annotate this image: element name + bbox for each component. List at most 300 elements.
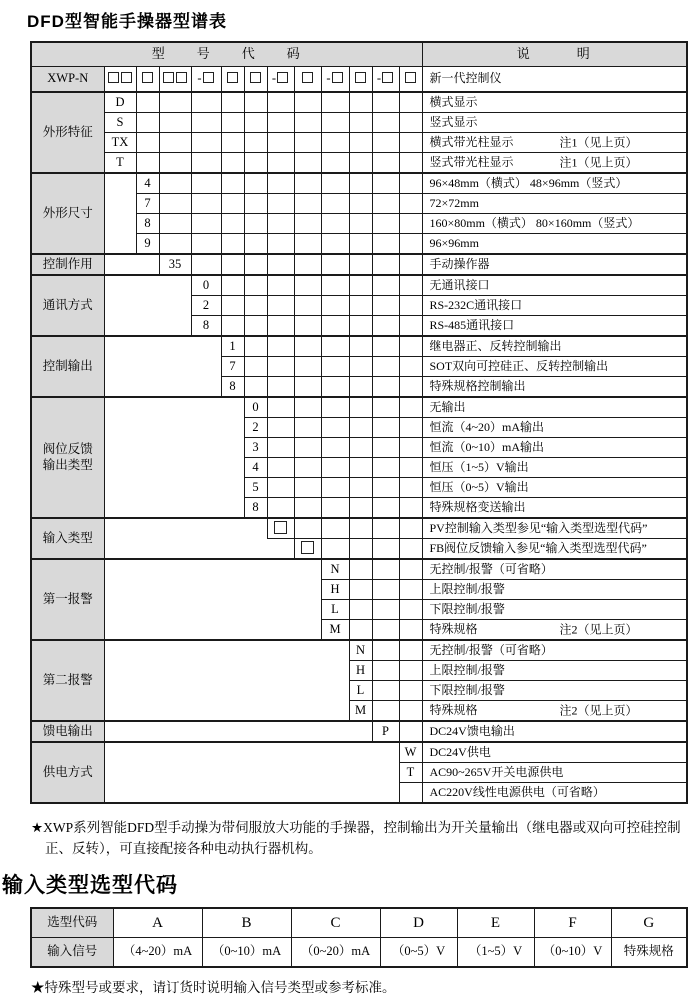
code-value-cell: TX — [104, 133, 136, 153]
section-label — [31, 254, 104, 275]
grid-cell — [136, 133, 159, 153]
grid-cell — [136, 92, 159, 113]
model-code-table — [30, 41, 688, 804]
grid-cell — [267, 133, 294, 153]
grid-cell — [349, 153, 372, 174]
grid-cell — [159, 92, 191, 113]
signal-cell: （0~20）mA — [291, 938, 380, 968]
grid-cell — [191, 173, 221, 194]
grid-cell — [349, 214, 372, 234]
code-box — [302, 72, 313, 83]
grid-cell — [267, 214, 294, 234]
code-box — [227, 72, 238, 83]
footnote-model-table: ★XWP系列智能DFD型手动操为带伺服放大功能的手操器，控制输出为开关量输出（继电器或双向可控硅控制正、反转），可直接配接各种电动执行器机构。 — [31, 820, 681, 856]
description-cell: FB阀位反馈输入参见“输入类型选型代码” — [422, 539, 687, 560]
grid-cell — [267, 397, 294, 418]
code-box-cell: - — [321, 67, 349, 93]
spacer-cell — [104, 397, 244, 518]
grid-cell — [399, 194, 422, 214]
code-letter-cell: D — [380, 908, 457, 938]
grid-cell — [321, 275, 349, 296]
code-box — [250, 72, 261, 83]
code-letter-cell: C — [291, 908, 380, 938]
grid-cell — [321, 133, 349, 153]
code-letter-cell: E — [457, 908, 534, 938]
grid-cell — [244, 254, 267, 275]
description-cell: 特殊规格变送输出 — [422, 498, 687, 519]
section-label — [31, 640, 104, 721]
grid-cell — [321, 357, 349, 377]
description-cell: 横式显示 — [422, 92, 687, 113]
code-value-cell: 4 — [244, 458, 267, 478]
grid-cell — [136, 153, 159, 174]
model-number-row — [31, 67, 687, 93]
code-box — [274, 521, 287, 534]
code-value-cell: H — [321, 580, 349, 600]
note-text: 注2（见上页） — [559, 702, 638, 717]
code-value-cell: 0 — [244, 397, 267, 418]
section-label — [31, 742, 104, 803]
grid-cell — [372, 661, 399, 681]
grid-cell — [159, 153, 191, 174]
code-value-cell: 7 — [136, 194, 159, 214]
code-box — [176, 72, 187, 83]
description-cell: 无控制/报警（可省略） — [422, 640, 687, 661]
code-box-cell — [399, 67, 422, 93]
grid-cell — [294, 113, 321, 133]
grid-cell — [372, 559, 399, 580]
code-value-cell: T — [104, 153, 136, 174]
grid-cell — [321, 478, 349, 498]
grid-cell — [321, 316, 349, 337]
grid-cell — [244, 133, 267, 153]
table-row — [31, 173, 687, 194]
code-value-cell: T — [399, 763, 422, 783]
code-value-cell: 4 — [136, 173, 159, 194]
section-label-line: 馈电输出 — [42, 723, 93, 738]
table-row — [31, 742, 687, 763]
table-row — [31, 397, 687, 418]
code-value-cell: 5 — [244, 478, 267, 498]
grid-cell — [372, 418, 399, 438]
grid-cell — [372, 234, 399, 255]
grid-cell — [221, 214, 244, 234]
description-cell: 竖式显示 — [422, 113, 687, 133]
code-box-cell: - — [372, 67, 399, 93]
grid-cell — [349, 377, 372, 398]
table-row — [31, 518, 687, 539]
description-cell: 96×96mm — [422, 234, 687, 255]
grid-cell — [159, 234, 191, 255]
spacer-cell — [104, 336, 221, 397]
grid-cell — [372, 580, 399, 600]
grid-cell — [372, 296, 399, 316]
code-value-cell: H — [349, 661, 372, 681]
grid-cell — [399, 580, 422, 600]
grid-cell — [221, 316, 244, 337]
grid-cell — [349, 418, 372, 438]
description-cell: 下限控制/报警 — [422, 600, 687, 620]
spacer-cell — [104, 518, 267, 539]
grid-cell — [267, 153, 294, 174]
code-value-cell: 1 — [221, 336, 244, 357]
section-label — [31, 173, 104, 254]
code-letter-cell: F — [534, 908, 611, 938]
grid-cell — [321, 153, 349, 174]
grid-cell — [372, 701, 399, 722]
grid-cell — [399, 701, 422, 722]
code-box — [277, 72, 288, 83]
grid-cell — [321, 438, 349, 458]
grid-cell — [221, 296, 244, 316]
description-cell: 恒压（1~5）V输出 — [422, 458, 687, 478]
grid-cell — [244, 214, 267, 234]
description-cell: 特殊规格控制输出 — [422, 377, 687, 398]
section-label — [31, 721, 104, 742]
grid-cell — [294, 458, 321, 478]
grid-cell — [349, 336, 372, 357]
grid-cell — [349, 458, 372, 478]
grid-cell — [294, 275, 321, 296]
code-value-cell: 8 — [191, 316, 221, 337]
section-label-line: 外形特征 — [42, 124, 93, 139]
grid-cell — [321, 539, 349, 560]
header-description: 说 明 — [422, 42, 687, 67]
grid-cell — [267, 458, 294, 478]
grid-cell — [372, 438, 399, 458]
grid-cell — [399, 600, 422, 620]
grid-cell — [372, 336, 399, 357]
section-label-line: 输出类型 — [42, 457, 93, 472]
grid-cell — [191, 113, 221, 133]
grid-cell — [221, 173, 244, 194]
description-cell: 72×72mm — [422, 194, 687, 214]
signal-cell: （0~10）V — [534, 938, 611, 968]
grid-cell — [372, 357, 399, 377]
grid-cell — [221, 153, 244, 174]
grid-cell — [136, 113, 159, 133]
grid-cell — [399, 438, 422, 458]
grid-cell — [399, 498, 422, 519]
grid-cell — [191, 133, 221, 153]
spacer-cell — [104, 559, 321, 640]
description-cell: PV控制输入类型参见“输入类型选型代码” — [422, 518, 687, 539]
grid-cell — [372, 498, 399, 519]
code-box — [382, 72, 393, 83]
section-label-line: 第二报警 — [42, 672, 93, 687]
code-value-cell: 3 — [244, 438, 267, 458]
grid-cell — [191, 254, 221, 275]
grid-cell — [294, 254, 321, 275]
description-cell: 上限控制/报警 — [422, 580, 687, 600]
grid-cell — [294, 336, 321, 357]
grid-cell — [294, 377, 321, 398]
grid-cell — [294, 133, 321, 153]
grid-cell — [267, 498, 294, 519]
grid-cell — [349, 113, 372, 133]
grid-cell — [267, 92, 294, 113]
grid-cell — [294, 153, 321, 174]
code-letter-cell: G — [611, 908, 687, 938]
grid-cell — [399, 661, 422, 681]
code-box — [203, 72, 214, 83]
grid-cell — [321, 336, 349, 357]
grid-cell — [349, 539, 372, 560]
signal-cell: （0~10）mA — [202, 938, 291, 968]
grid-cell — [159, 133, 191, 153]
grid-cell — [221, 234, 244, 255]
grid-cell — [159, 194, 191, 214]
spacer-cell — [104, 721, 372, 742]
grid-cell — [294, 92, 321, 113]
signal-cell: 特殊规格 — [611, 938, 687, 968]
code-box — [301, 541, 314, 554]
grid-cell — [267, 316, 294, 337]
signal-cell: （0~5）V — [380, 938, 457, 968]
grid-cell — [349, 600, 372, 620]
grid-cell — [294, 234, 321, 255]
grid-cell — [372, 275, 399, 296]
section-label-line: 控制作用 — [42, 256, 93, 271]
description-cell: RS-232C通讯接口 — [422, 296, 687, 316]
code-value-cell: 8 — [221, 377, 244, 398]
description-cell: DC24V供电 — [422, 742, 687, 763]
grid-cell — [372, 600, 399, 620]
code-value-cell: 2 — [244, 418, 267, 438]
description-cell: 无通讯接口 — [422, 275, 687, 296]
grid-cell — [267, 357, 294, 377]
grid-cell — [349, 357, 372, 377]
grid-cell — [294, 296, 321, 316]
code-box — [355, 72, 366, 83]
grid-cell — [349, 438, 372, 458]
code-value-cell: 35 — [159, 254, 191, 275]
grid-cell — [399, 640, 422, 661]
grid-cell — [399, 316, 422, 337]
grid-cell — [321, 458, 349, 478]
code-value-cell: 7 — [221, 357, 244, 377]
grid-cell — [267, 113, 294, 133]
code-value-cell: P — [372, 721, 399, 742]
spacer-cell — [104, 539, 294, 560]
code-box — [142, 72, 153, 83]
grid-cell — [244, 316, 267, 337]
code-value-cell: N — [321, 559, 349, 580]
grid-cell — [399, 214, 422, 234]
grid-cell — [221, 194, 244, 214]
model-prefix: XWP-N — [31, 67, 104, 93]
signal-cell: （4~20）mA — [113, 938, 202, 968]
grid-cell — [372, 316, 399, 337]
grid-cell — [372, 397, 399, 418]
grid-cell — [399, 539, 422, 560]
grid-cell — [399, 336, 422, 357]
code-box-cell — [221, 67, 244, 93]
signal-cell: （1~5）V — [457, 938, 534, 968]
grid-cell — [349, 397, 372, 418]
spacer-cell — [104, 275, 191, 336]
table-row — [31, 640, 687, 661]
grid-cell — [294, 173, 321, 194]
note-text: 注2（见上页） — [559, 621, 638, 636]
grid-cell — [267, 173, 294, 194]
grid-cell — [321, 296, 349, 316]
code-value-cell: W — [399, 742, 422, 763]
grid-cell — [399, 153, 422, 174]
grid-cell — [399, 458, 422, 478]
grid-cell — [349, 194, 372, 214]
grid-cell — [399, 681, 422, 701]
grid-cell — [221, 254, 244, 275]
code-box-cell — [349, 67, 372, 93]
grid-cell — [399, 478, 422, 498]
grid-cell — [349, 580, 372, 600]
grid-cell — [321, 377, 349, 398]
description-cell: 下限控制/报警 — [422, 681, 687, 701]
grid-cell — [244, 336, 267, 357]
page-title: DFD型智能手操器型谱表 — [27, 12, 227, 31]
note-text: 注1（见上页） — [559, 134, 638, 149]
grid-cell — [294, 518, 321, 539]
grid-cell — [267, 234, 294, 255]
grid-cell — [321, 194, 349, 214]
grid-cell — [399, 254, 422, 275]
spacer-cell — [104, 640, 349, 721]
grid-cell — [159, 173, 191, 194]
grid-cell — [399, 234, 422, 255]
grid-cell — [267, 438, 294, 458]
grid-cell — [321, 173, 349, 194]
grid-cell — [349, 316, 372, 337]
table-row — [31, 92, 687, 113]
grid-cell — [349, 275, 372, 296]
table-row — [31, 559, 687, 580]
grid-cell — [349, 620, 372, 641]
grid-cell — [221, 113, 244, 133]
description-cell: 横式带光柱显示 注1（见上页） — [422, 133, 687, 153]
grid-cell — [349, 92, 372, 113]
grid-cell — [349, 518, 372, 539]
code-value-cell: 9 — [136, 234, 159, 255]
grid-cell — [294, 316, 321, 337]
grid-cell — [191, 153, 221, 174]
grid-cell — [294, 194, 321, 214]
code-value-cell: M — [349, 701, 372, 722]
grid-cell — [372, 640, 399, 661]
section-label-line: 通讯方式 — [42, 297, 93, 312]
grid-cell — [372, 539, 399, 560]
grid-cell — [267, 296, 294, 316]
description-cell: 96×48mm（横式） 48×96mm（竖式） — [422, 173, 687, 194]
grid-cell — [372, 620, 399, 641]
description-cell: 继电器正、反转控制输出 — [422, 336, 687, 357]
grid-cell — [372, 194, 399, 214]
grid-cell — [372, 133, 399, 153]
table-header-row — [31, 42, 687, 67]
spacer-cell — [104, 173, 136, 254]
grid-cell — [349, 173, 372, 194]
code-box-cell — [244, 67, 267, 93]
grid-cell — [349, 559, 372, 580]
grid-cell — [372, 92, 399, 113]
code-value-cell: 8 — [136, 214, 159, 234]
grid-cell — [372, 377, 399, 398]
grid-cell — [321, 518, 349, 539]
description-cell: AC90~265V开关电源供电 — [422, 763, 687, 783]
input-code-row — [31, 908, 687, 938]
grid-cell — [267, 194, 294, 214]
grid-cell — [267, 254, 294, 275]
grid-cell — [244, 275, 267, 296]
grid-cell — [349, 498, 372, 519]
grid-cell — [372, 681, 399, 701]
description-cell: 恒流（0~10）mA输出 — [422, 438, 687, 458]
description-cell: 160×80mm（横式） 80×160mm（竖式） — [422, 214, 687, 234]
code-value-cell — [399, 783, 422, 804]
grid-cell — [267, 377, 294, 398]
note-text: 注1（见上页） — [559, 154, 638, 169]
grid-cell — [399, 357, 422, 377]
grid-cell — [191, 214, 221, 234]
code-value-cell — [294, 539, 321, 560]
grid-cell — [321, 498, 349, 519]
code-value-cell: S — [104, 113, 136, 133]
grid-cell — [399, 275, 422, 296]
input-code-title: 输入类型选型代码 — [2, 874, 178, 897]
grid-cell — [294, 438, 321, 458]
code-value-cell: 8 — [244, 498, 267, 519]
section-label-line: 外形尺寸 — [42, 205, 93, 220]
grid-cell — [294, 418, 321, 438]
code-value-cell: D — [104, 92, 136, 113]
code-box-cell: - — [191, 67, 221, 93]
table-row — [31, 275, 687, 296]
grid-cell — [372, 113, 399, 133]
grid-cell — [244, 153, 267, 174]
grid-cell — [349, 133, 372, 153]
row-label-signal: 输入信号 — [31, 938, 113, 968]
description-cell: DC24V馈电输出 — [422, 721, 687, 742]
grid-cell — [349, 234, 372, 255]
description-cell: 特殊规格 注2（见上页） — [422, 620, 687, 641]
grid-cell — [294, 214, 321, 234]
description-cell: 竖式带光柱显示 注1（见上页） — [422, 153, 687, 174]
grid-cell — [349, 296, 372, 316]
code-letter-cell: B — [202, 908, 291, 938]
grid-cell — [399, 559, 422, 580]
code-box-cell — [294, 67, 321, 93]
grid-cell — [191, 234, 221, 255]
grid-cell — [321, 254, 349, 275]
grid-cell — [399, 296, 422, 316]
grid-cell — [399, 113, 422, 133]
table-row — [31, 539, 687, 560]
row-label-code: 选型代码 — [31, 908, 113, 938]
grid-cell — [244, 296, 267, 316]
section-label-line: 阀位反馈 — [42, 441, 93, 456]
grid-cell — [244, 377, 267, 398]
section-label — [31, 275, 104, 336]
section-label — [31, 559, 104, 640]
grid-cell — [349, 254, 372, 275]
code-value-cell: L — [321, 600, 349, 620]
grid-cell — [321, 397, 349, 418]
grid-cell — [244, 92, 267, 113]
grid-cell — [321, 234, 349, 255]
description-cell: 恒压（0~5）V输出 — [422, 478, 687, 498]
spacer-cell — [104, 742, 399, 803]
grid-cell — [294, 498, 321, 519]
